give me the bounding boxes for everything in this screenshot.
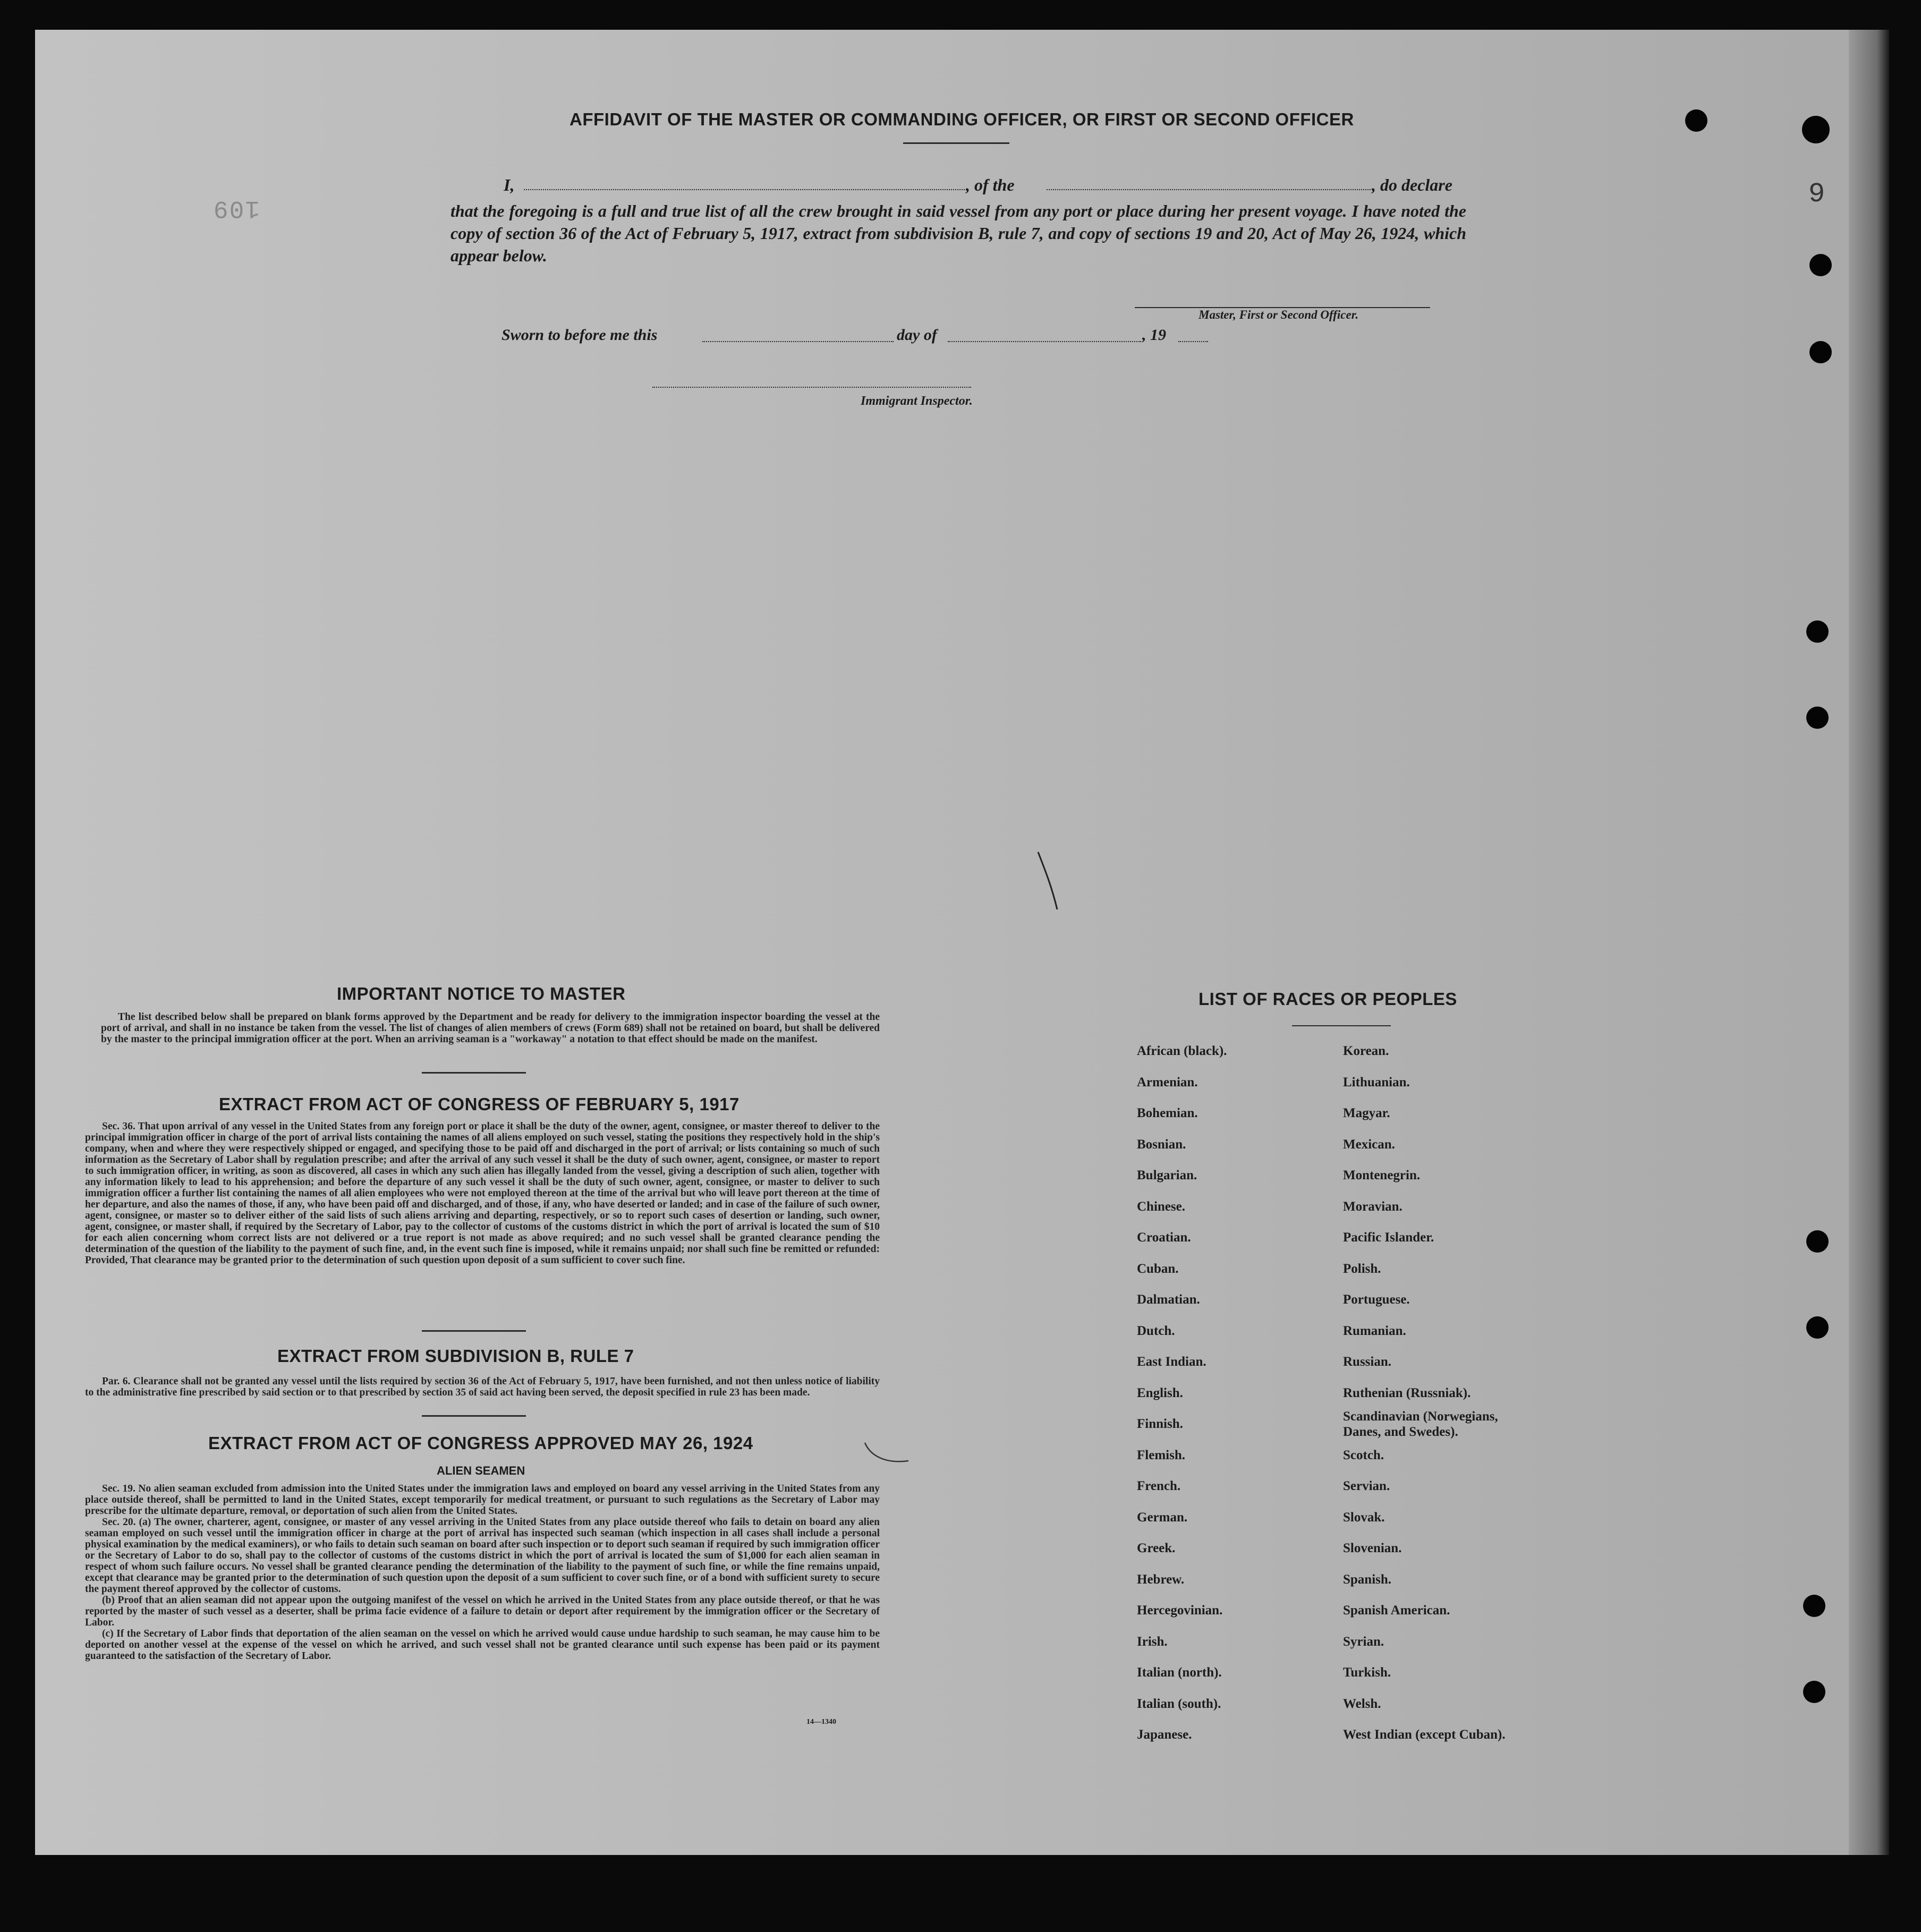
punch-hole (1809, 254, 1832, 276)
affidavit-title: AFFIDAVIT OF THE MASTER OR COMMANDING OFFICER, OR FIRST OR SECOND OFFICER (570, 109, 1354, 129)
section-divider (422, 1415, 526, 1417)
race-item: Bohemian. (1137, 1106, 1198, 1120)
punch-hole (1803, 1681, 1825, 1703)
sec-20b-paragraph: (b) Proof that an alien seaman did not appear upon the outgoing manifest of the vessel on which he arrived in the United States from any place outside thereof, or that he was reported by the master of such vessel as a deserter, shall be prima facie evidence of a failure to detain or deport after requirement by the immigration officer or the Secretary of Labor. (85, 1595, 880, 1628)
notice-title: IMPORTANT NOTICE TO MASTER (337, 984, 626, 1003)
section-divider (422, 1072, 526, 1074)
race-item: Dutch. (1137, 1323, 1175, 1338)
race-item: Cuban. (1137, 1261, 1179, 1276)
section-divider (422, 1330, 526, 1332)
race-item: Bulgarian. (1137, 1168, 1197, 1182)
punch-hole (1806, 620, 1829, 643)
race-item: Montenegrin. (1343, 1168, 1421, 1182)
race-item: Portuguese. (1343, 1292, 1410, 1307)
race-item: Servian. (1343, 1479, 1390, 1493)
race-item: German. (1137, 1510, 1188, 1525)
extract-1924-title: EXTRACT FROM ACT OF CONGRESS APPROVED MAY 26, 1924 (208, 1433, 753, 1453)
margin-mark: 9 (1808, 178, 1826, 210)
sec-36-paragraph: Sec. 36. That upon arrival of any vessel in the United States from any foreign port or place it shall be the duty of the owner, agent, consignee, or master thereof to deliver to the principal immigration officer in charge of the port of arrival lists containing the names of all aliens employed on such vessel, stating the positions they respectively hold in the ship's company, when and where they were respectively shipped or engaged, and specifying those to be paid off and discharged in the port of arrival; or lists containing so much of such information as the Secretary of Labor shall by regulation prescribe; and after the arrival of any such vessel it shall be the duty of such owner, agent, consignee, or master to report to such immigration officer, in writing, as soon as discovered, all cases in which any such alien has illegally landed from the vessel, giving a description of such alien, together with any information likely to lead to his apprehension; and before the departure of any such vessel it shall be the duty of such owner, agent, consignee, or master to deliver to such immigration officer a further list containing the names of all alien employees who were not employed thereon at the time of the arrival but who will leave port thereon at the time of her departure, and also the names of those, if any, who have been paid off and discharged, and of those, if any, who have deserted or landed; and in case of the failure of such owner, agent, consignee, or master so to deliver either of the said lists of such aliens arriving and departing, respectively, or so to report such cases of desertion or landing, such owner, agent, consignee, or master shall, if required by the Secretary of Labor, pay to the collector of customs of the customs district in which the port of arrival is located the sum of $10 for each alien concerning whom correct lists are not delivered or a true report is not made as above required; and no such vessel shall be granted clearance pending the determination of the question of the liability to the payment of such fine, and, in the event such fine is imposed, while it remains unpaid; nor shall such fine be remitted or refunded: Provided, That clearance may be granted prior to the determination of such question upon deposit of a sum sufficient to cover such fine. (85, 1121, 880, 1266)
pen-stroke-mark (864, 1440, 912, 1471)
i-label: I, (504, 175, 515, 194)
rule7-text (85, 1376, 880, 1398)
race-item: Italian (north). (1137, 1665, 1222, 1680)
race-item: Japanese. (1137, 1727, 1192, 1742)
race-item: Spanish American. (1343, 1603, 1450, 1618)
race-item: Scandinavian (Norwegians, Danes, and Swedes). (1343, 1409, 1498, 1439)
race-item: Greek. (1137, 1541, 1176, 1555)
sworn-month-field[interactable] (948, 341, 1141, 342)
punch-hole (1809, 341, 1832, 363)
races-left-column (1137, 1036, 1227, 1751)
race-item: Turkish. (1343, 1665, 1391, 1680)
affidavit-body: that the foregoing is a full and true list of all the crew brought in said vessel from any port or place during her present voyage. I have noted the copy of section 36 of the Act of February 5, 1917, extract from subdivision B, rule 7, and copy of sections 19 and 20, Act of May 26, 1924, which appear below. (450, 201, 1466, 265)
race-item: West Indian (except Cuban). (1343, 1727, 1506, 1742)
extract-1917-text (85, 1121, 880, 1266)
race-item: Ruthenian (Russniak). (1343, 1385, 1471, 1400)
race-item: Syrian. (1343, 1634, 1384, 1649)
sworn-prefix: Sworn to before me this (502, 326, 658, 344)
race-item: Russian. (1343, 1355, 1392, 1369)
do-declare-label: , do declare (1372, 175, 1452, 194)
race-item: African (black). (1137, 1044, 1227, 1058)
alien-seamen-subtitle: ALIEN SEAMEN (437, 1464, 525, 1477)
notice-text (101, 1011, 880, 1045)
rule7-paragraph: Par. 6. Clearance shall not be granted any vessel until the lists required by section 36 of the Act of February 5, 1917, have been furnished, and not then unless notice of liability to the administrative fine prescribed by said section or to that prescribed by section 35 of said act having been served, the deposit specified in rule 23 has been made. (85, 1376, 880, 1398)
of-the-label: , of the (966, 175, 1015, 194)
punch-hole (1802, 116, 1830, 143)
title-divider (903, 142, 1009, 144)
sec-19-paragraph: Sec. 19. No alien seaman excluded from admission into the United States under the immigration laws and employed on board any vessel arriving in the United States from any place outside thereof, shall be permitted to land in the United States, except temporarily for medical treatment, or pursuant to such regulations as the Secretary of Labor may prescribe for the ultimate departure, removal, or deportation of such alien from the United States. (85, 1483, 880, 1517)
race-item: Flemish. (1137, 1448, 1185, 1462)
sworn-year-field[interactable] (1178, 341, 1208, 342)
extract-1917-title: EXTRACT FROM ACT OF CONGRESS OF FEBRUARY 5, 1917 (219, 1094, 740, 1114)
race-item: Magyar. (1343, 1106, 1390, 1120)
race-item: Moravian. (1343, 1199, 1402, 1214)
races-right-column (1343, 1036, 1524, 1751)
race-item: Lithuanian. (1343, 1075, 1410, 1090)
page-number: 109 (212, 194, 260, 222)
form-number: 14—1340 (806, 1718, 836, 1726)
race-item: Spanish. (1343, 1572, 1392, 1587)
races-title: LIST OF RACES OR PEOPLES (1198, 989, 1457, 1009)
race-item: Croatian. (1137, 1230, 1191, 1245)
punch-hole (1806, 1316, 1829, 1339)
race-item: Hebrew. (1137, 1572, 1185, 1587)
punch-hole (1803, 1595, 1825, 1617)
inspector-signature-line[interactable] (652, 387, 971, 388)
punch-hole (1806, 1230, 1829, 1253)
signature-label: Master, First or Second Officer. (1198, 308, 1359, 321)
declaration-line (504, 175, 514, 195)
race-item: English. (1137, 1385, 1183, 1400)
race-item: Polish. (1343, 1261, 1381, 1276)
sworn-day-field[interactable] (702, 341, 894, 342)
extract-1924-text (85, 1483, 880, 1662)
rule7-title: EXTRACT FROM SUBDIVISION B, RULE 7 (277, 1346, 634, 1366)
day-of-label: day of (897, 326, 937, 344)
race-item: Italian (south). (1137, 1696, 1221, 1711)
race-item: Bosnian. (1137, 1137, 1186, 1152)
race-item: Finnish. (1137, 1417, 1183, 1431)
race-item: Scotch. (1343, 1448, 1384, 1462)
page-edge-shadow (1849, 30, 1889, 1855)
race-item: Slovak. (1343, 1510, 1385, 1525)
pen-stroke-mark (1036, 850, 1068, 914)
sec-20a-paragraph: Sec. 20. (a) The owner, charterer, agent, consignee, or master of any vessel arriving in the United States from any place outside thereof who fails to detain on board any alien seaman employed on such vessel until the immigration officer in charge at the port of arrival has inspected such seaman (which inspection in all cases shall include a personal physical examination by the medical examiners), or who fails to detain such seaman on board after such inspection or to deport such seaman if required by such immigration officer or the Secretary of Labor to do so, shall pay to the collector of customs of the customs district in which the port of arrival is located the sum of $1,000 for each alien seaman in respect of whom such failure occurs. No vessel shall be granted clearance pending the determination of the liability to the payment of such fine, or while the fine remains unpaid, except that clearance may be granted prior to the determination of such question upon the deposit of a sum sufficient to cover such fine, or of a bond with sufficient surety to secure the payment thereof approved by the collector of customs. (85, 1517, 880, 1595)
race-item: Pacific Islander. (1343, 1230, 1434, 1245)
race-item: Armenian. (1137, 1075, 1198, 1090)
vessel-field[interactable] (1047, 189, 1371, 190)
sec-20c-paragraph: (c) If the Secretary of Labor finds that deportation of the alien seaman on the vessel on which he arrived would cause undue hardship to such seaman, he may cause him to be deported on another vessel at the expense of the vessel on which he arrived, and such vessel shall not be granted clearance until such expense has been paid or its payment guaranteed to the satisfaction of the Secretary of Labor. (85, 1628, 880, 1662)
race-item: French. (1137, 1479, 1181, 1493)
race-item: Dalmatian. (1137, 1292, 1200, 1307)
notice-paragraph: The list described below shall be prepared on blank forms approved by the Department and be ready for delivery to the immigration inspector boarding the vessel at the port of arrival, and shall in no instance be taken from the vessel. The list of changes of alien members of crews (Form 689) shall not be retained on board, but shall be delivered by the master to the principal immigration officer at the port. When an arriving seaman is a "workaway" a notation to that effect should be made on the manifest. (101, 1011, 880, 1045)
race-item: Slovenian. (1343, 1541, 1402, 1555)
year-label: , 19 (1142, 326, 1166, 344)
race-item: Irish. (1137, 1634, 1168, 1649)
inspector-label: Immigrant Inspector. (861, 394, 973, 408)
race-item: Mexican. (1343, 1137, 1395, 1152)
races-title-divider (1292, 1025, 1391, 1026)
punch-hole (1806, 707, 1829, 729)
name-field[interactable] (524, 189, 965, 190)
race-item: Hercegovinian. (1137, 1603, 1223, 1618)
punch-hole (1685, 109, 1707, 132)
race-item: Chinese. (1137, 1199, 1185, 1214)
race-item: Korean. (1343, 1044, 1389, 1058)
race-item: Rumanian. (1343, 1323, 1406, 1338)
race-item: Welsh. (1343, 1696, 1381, 1711)
race-item: East Indian. (1137, 1355, 1206, 1369)
